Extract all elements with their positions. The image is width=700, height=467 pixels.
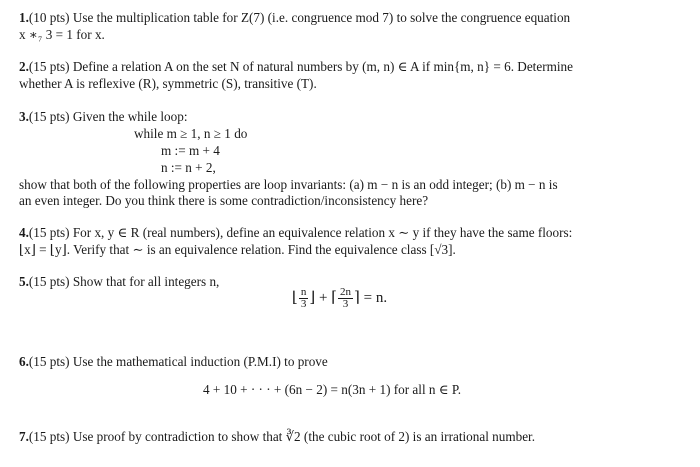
plus-sign: + — [315, 289, 332, 306]
problem-1-line-1 — [19, 10, 570, 26]
ceil-close: ⌉ — [354, 289, 360, 306]
problem-6-line-1 — [19, 354, 328, 370]
problem-3-number: 3. — [19, 109, 29, 124]
problem-2-line-1 — [19, 59, 573, 75]
problem-4-line-2: ⌊x⌋ = ⌊y⌋. Verify that ∼ is an equivalence relation. Find the equivalence class [√3]. — [19, 242, 456, 257]
floor-close: ⌋ — [309, 289, 316, 306]
problem-2-line-2: whether A is reflexive (R), symmetric (S), transitive (T). — [19, 76, 317, 91]
problem-3-line-1 — [19, 109, 187, 125]
while-loop-header: while m ≥ 1, n ≥ 1 do — [134, 126, 248, 141]
problem-5-number: 5. — [19, 274, 29, 289]
fraction-n-over-3: $\frac{n}{3}$ — [300, 286, 307, 310]
problem-4-text: (15 pts) For x, y ∈ R (real numbers), define an equivalence relation x ∼ y if they have the same floors: — [28, 225, 573, 240]
problem-3-line-6: an even integer. Do you think there is some contradiction/inconsistency here? — [19, 193, 429, 208]
loop-body-m: m := m + 4 — [161, 143, 220, 158]
problem-5-formula — [292, 287, 387, 310]
fraction-2n-over-3: $\frac{2n}{3}$ — [340, 286, 352, 310]
problem-2-text: (15 pts) Define a relation A on the set N of natural numbers by (m, n) ∈ A if min{m, n} = 6. Determine — [28, 59, 573, 74]
problem-2-number: 2. — [19, 59, 29, 74]
problem-7-number: 7. — [19, 429, 29, 444]
problem-1-number: 1. — [19, 10, 29, 25]
formula-rhs: = n. — [359, 289, 388, 306]
problem-6-number: 6. — [19, 354, 29, 369]
problem-7-text: (15 pts) Use proof by contradiction to show that ∛2 (the cubic root of 2) is an irrational number. — [28, 429, 536, 444]
problem-3-line-5: show that both of the following properties are loop invariants: (a) m − n is an odd integer; (b) m − n is — [19, 177, 558, 192]
ceil-open: ⌈ — [331, 289, 338, 306]
problem-5-text: (15 pts) Show that for all integers n, — [28, 274, 220, 289]
problem-1-line-2: x ∗₇ 3 = 1 for x. — [19, 27, 105, 42]
problem-3-text: (15 pts) Given the while loop: — [28, 109, 188, 124]
problem-7-line-1 — [19, 429, 535, 445]
problem-4-number: 4. — [19, 225, 29, 240]
floor-open: ⌊ — [292, 289, 298, 306]
problem-6-text: (15 pts) Use the mathematical induction (P.M.I) to prove — [28, 354, 328, 369]
loop-body-n: n := n + 2, — [161, 160, 216, 175]
problem-4-line-1 — [19, 225, 572, 241]
problem-5-line-1 — [19, 274, 219, 290]
problem-6-formula: 4 + 10 + · · · + (6n − 2) = n(3n + 1) for all n ∈ P. — [203, 382, 462, 397]
problem-1-text: (10 pts) Use the multiplication table for Z(7) (i.e. congruence mod 7) to solve the congruence equation — [28, 10, 571, 25]
